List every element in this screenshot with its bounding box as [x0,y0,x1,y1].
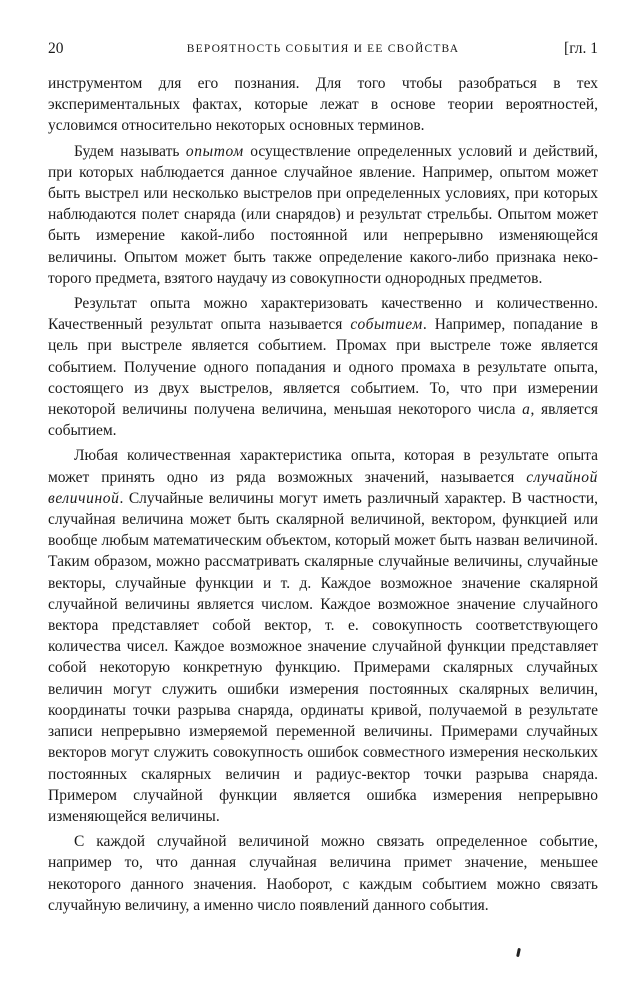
paragraph-continuation [48,73,598,137]
text-run: Будем называть [74,142,186,160]
paragraph-experiment-definition [48,141,598,289]
running-head [48,36,598,62]
text-run: инструментом для его познания. Для того чтобы разобраться в тех экспериментальных фактах, которые лежат в основе теории вероятностей, условимся относительно некоторых основных терминов. [48,75,598,135]
term-event: событием [350,316,423,334]
text-run: осуществление определенных условий и действий, при которых наблюдается данное случайное явление. Например, опытом может быть выстрел или несколько выстрелов при определенных условиях, при которых наблюдаются полет снаряда (или снарядов) и результат стрельбы. Опытом может быть измерение какой-либо постоянной или непрерывно изменяющейся величины. Опытом может быть также определение какого-либо признака некоторого предмета, взятого наудачу из совокупности однородных предметов. [48,142,598,287]
print-speck [516,948,521,957]
text-run: . Случайные величины могут иметь различный характер. В частности, случайная величина может быть скалярной величиной, вектором, функцией или вообще любым математическим объектом, который может быть назван величиной. Таким образом, можно рассматривать скалярные случайные величины, случайные векторы, случайные функции и т. д. Каждое возможное значение скалярной случайной величины является числом. Каждое возможное значение случайного вектора представляет собой вектор, т. е. совокупность соответствующего количества чисел. Каждое возможное значение случайной функции представляет собой некоторую конкретную функцию. Примерами скалярных случайных величин могут служить ошибки измерения постоянных скалярных величин, координаты точки разрыва снаряда, ординаты кривой, получаемой в результате записи непрерывно измеряемой переменной величины. Примерами случайных векторов могут служить совокупность ошибок совместного измерения нескольких постоянных скалярных величин и радиус-вектор точки разрыва снаряда. Примером случайной функции является ошибка измерения непрерывно изменяющейся величины. [48,489,598,825]
text-run: Любая количественная характеристика опыта, которая в результате опыта может принять одно из ряда возможных значений, называется [48,447,598,486]
paragraph-event-definition [48,293,598,441]
text-run: Результат опыта можно характеризовать качественно и количественно. Качественный результат опыта называется [48,295,598,334]
running-title: ВЕРОЯТНОСТЬ СОБЫТИЯ И ЕЕ СВОЙСТВА [186,43,460,55]
term-random-variable: случайной величиной [48,468,598,507]
book-page [48,36,598,916]
paragraph-event-variable-link [48,831,598,916]
text-run: . Например, попадание в цель при выстреле является событием. Промах при выстреле тоже является событием. Получение одного попадания и одного промаха в результате опыта, состоящего из двух выстрелов, является событием. То, что при измерении некоторой величины получена величина, меньшая некоторого числа [48,316,598,419]
term-experiment: опытом [185,142,244,160]
text-run: С каждой случайной величиной можно связать определенное событие, например то, что данная случайная величина примет значение, меньшее некоторого данного значения. Наоборот, с каждым событием можно связать случайную величину, а именно число появлений данного события. [48,833,598,914]
text-run: , является событием. [48,401,598,440]
paragraph-random-variable-definition [48,445,598,827]
chapter-reference: [гл. 1 [564,40,598,57]
body-text [48,73,598,916]
math-variable-a: a [522,401,531,419]
page-number: 20 [48,40,64,57]
